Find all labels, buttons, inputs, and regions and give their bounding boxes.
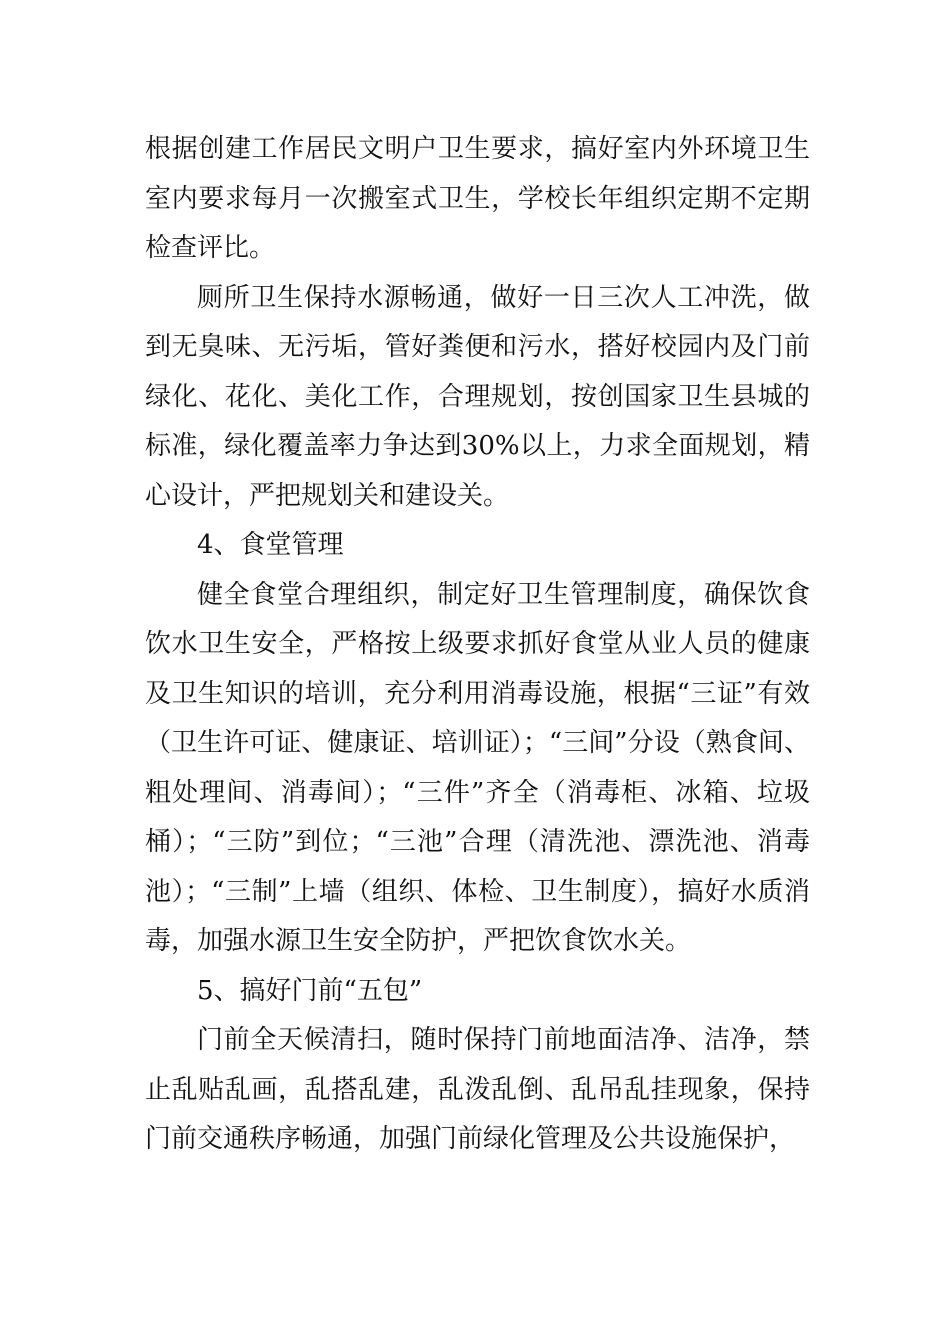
section-heading-five-responsibilities: 5、搞好门前“五包”: [197, 975, 423, 1006]
paragraph-residential-hygiene: 根据创建工作居民文明户卫生要求，搞好室内外环境卫生室内要求每月一次搬室式卫生，学校长年组织定期不定期检查评比。: [145, 134, 810, 263]
paragraph-storefront-cleaning: 门前全天候清扫，随时保持门前地面洁净、洁净，禁止乱贴乱画，乱搭乱建，乱泼乱倒、乱吊乱挂现象，保持门前交通秩序畅通，加强门前绿化管理及公共设施保护，: [145, 1025, 810, 1154]
paragraph-toilet-hygiene: 厕所卫生保持水源畅通，做好一日三次人工冲洗，做到无臭味、无污垢，管好粪便和污水，搭好校园内及门前绿化、花化、美化工作，合理规划，按创国家卫生县城的标准，绿化覆盖率力争达到30%以上，力求全面规划，精心设计，严把规划关和建设关。: [145, 282, 810, 511]
paragraph-canteen-management: 健全食堂合理组织，制定好卫生管理制度，确保饮食饮水卫生安全，严格按上级要求抓好食堂从业人员的健康及卫生知识的培训，充分利用消毒设施，根据“三证”有效（卫生许可证、健康证、培训证）；“三间”分设（熟食间、粗处理间、消毒间）；“三件”齐全（消毒柜、冰箱、垃圾桶）；“三防”到位；“三池”合理（清洗池、漂洗池、消毒池）；“三制”上墙（组织、体检、卫生制度），搞好水质消毒，加强水源卫生安全防护，严把饮食饮水关。: [145, 579, 810, 956]
document-page: [145, 125, 810, 1165]
section-heading-canteen: 4、食堂管理: [197, 530, 344, 560]
